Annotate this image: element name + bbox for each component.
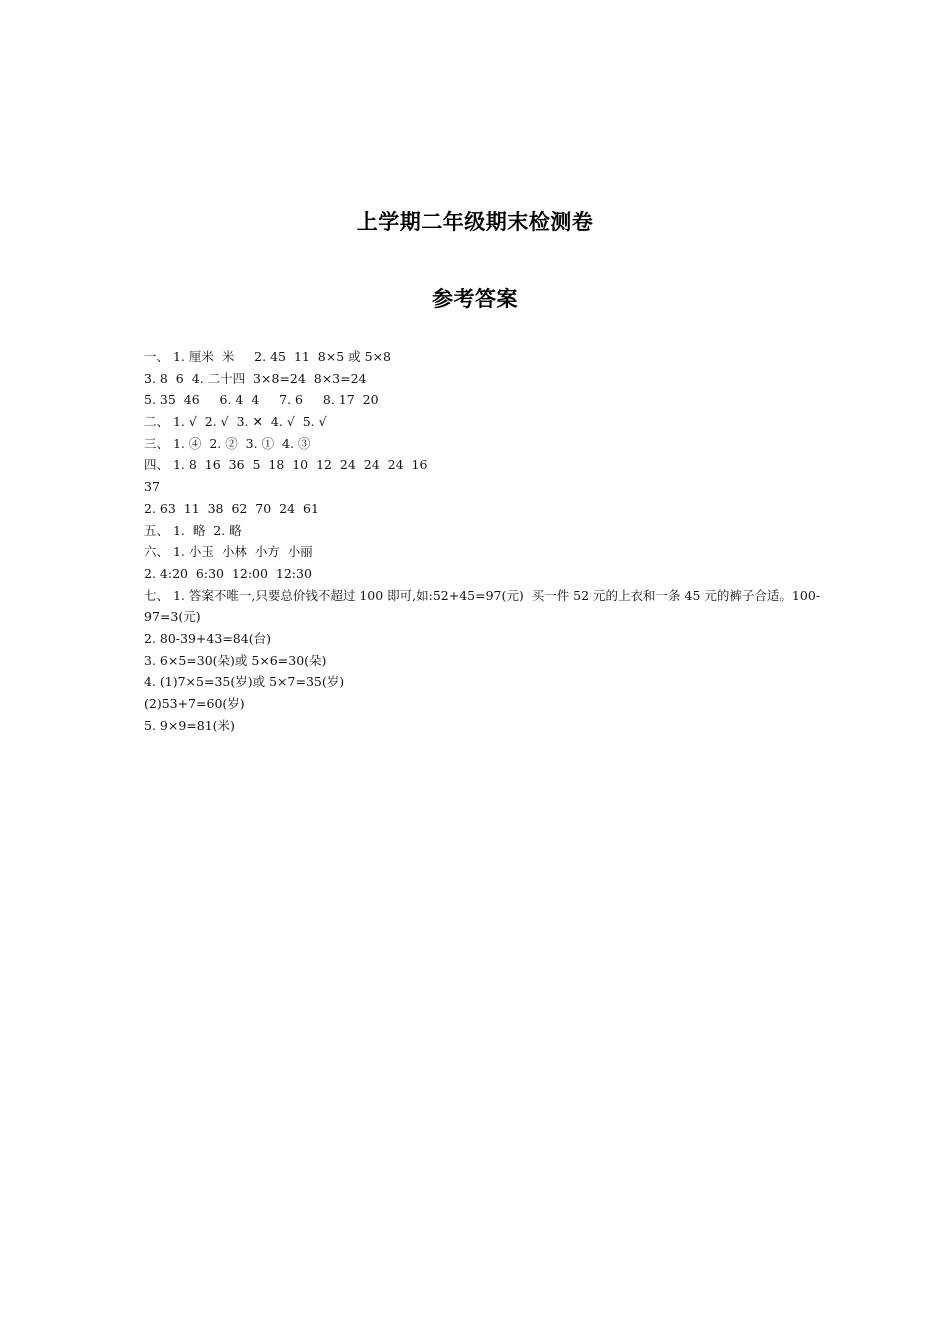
answer-line: 5. 35 46 6. 4 4 7. 6 8. 17 20 bbox=[144, 392, 379, 408]
answer-line: 4. (1)7×5=35(岁)或 5×7=35(岁) bbox=[144, 674, 345, 690]
answer-line: (2)53+7=60(岁) bbox=[144, 696, 245, 712]
answer-line: 3. 6×5=30(朵)或 5×6=30(朵) bbox=[144, 652, 327, 668]
document-title: 上学期二年级期末检测卷 bbox=[356, 210, 594, 234]
answer-line: 2. 80-39+43=84(台) bbox=[144, 630, 271, 646]
answer-line: 2. 4:20 6:30 12:00 12:30 bbox=[144, 565, 312, 581]
answer-line: 二、 1. √ 2. √ 3. ✕ 4. √ 5. √ bbox=[144, 414, 327, 430]
answer-line: 六、 1. 小玉 小林 小方 小丽 bbox=[144, 544, 313, 560]
answer-line: 七、 1. 答案不唯一,只要总价钱不超过 100 即可,如:52+45=97(元) 买一件 52 元的上衣和一条 45 元的裤子合适。100-97=3(元) bbox=[144, 587, 820, 625]
answer-line: 5. 9×9=81(米) bbox=[144, 717, 235, 733]
answer-line: 2. 63 11 38 62 70 24 61 bbox=[144, 500, 319, 516]
document-subtitle: 参考答案 bbox=[432, 287, 518, 311]
answer-line: 37 bbox=[144, 479, 160, 495]
answer-line: 一、 1. 厘米 米 2. 45 11 8×5 或 5×8 bbox=[144, 349, 391, 364]
answer-line: 3. 8 6 4. 二十四 3×8=24 8×3=24 bbox=[144, 370, 367, 386]
answer-line: 四、 1. 8 16 36 5 18 10 12 24 24 24 16 bbox=[144, 457, 428, 473]
answer-line: 三、 1. ④ 2. ② 3. ① 4. ③ bbox=[144, 435, 311, 451]
answer-line: 五、 1. 略 2. 略 bbox=[144, 522, 242, 538]
answer-list bbox=[144, 346, 824, 736]
